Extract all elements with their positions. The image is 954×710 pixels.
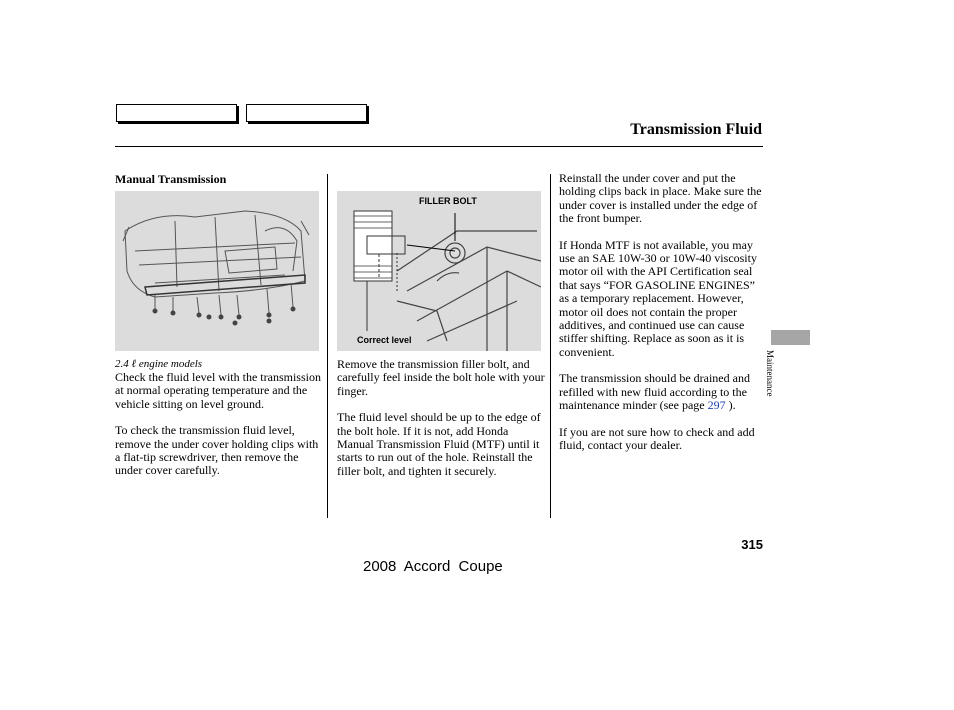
page-number: 315	[741, 537, 763, 552]
figure-caption: 2.4 ℓ engine models	[115, 358, 203, 370]
maintenance-tab[interactable]	[771, 330, 810, 345]
tab-label-text: Maintenance	[765, 350, 775, 397]
undercover-figure	[115, 191, 319, 351]
paragraph: To check the transmission fluid level, remove the under cover holding clips with a flat-tip screwdriver, then remove the under cover carefully.	[115, 423, 319, 478]
maintenance-text: The transmission should be drained and refilled with new fluid according to the maintenance minder (see page	[559, 371, 750, 413]
paragraph	[559, 372, 767, 412]
paragraph: Remove the transmission filler bolt, and carefully feel inside the bolt hole with your finger.	[337, 357, 545, 398]
page-reference-link[interactable]: 297	[707, 398, 726, 413]
paragraph: Check the fluid level with the transmission at normal operating temperature and the vehicle sitting on level ground.	[115, 370, 321, 411]
column-1-text	[115, 371, 325, 478]
nav-button-forward[interactable]	[246, 104, 367, 122]
page-title: Transmission Fluid	[630, 121, 762, 138]
paragraph: If you are not sure how to check and add fluid, contact your dealer.	[559, 424, 755, 452]
column-divider-1	[327, 174, 328, 518]
paragraph: Reinstall the under cover and put the holding clips back in place. Make sure the under cover is installed under the edge of the front bumper.	[559, 171, 762, 226]
column-divider-2	[550, 174, 551, 518]
title-rule	[115, 146, 763, 147]
paragraph: If Honda MTF is not available, you may use an SAE 10W-30 or 10W-40 viscosity motor oil with the API Certification seal that says “FOR GASOLINE ENGINES” as a temporary replacement. However, motor oil does not contain the proper additives, and continued use can cause stiffer shifting. Replace as soon as it is convenient.	[559, 237, 757, 359]
footer-text: 2008 Accord Coupe	[363, 558, 503, 575]
maintenance-tab-label	[765, 350, 782, 416]
filler-bolt-label: FILLER BOLT	[419, 196, 477, 206]
column-3-text	[559, 172, 767, 452]
maintenance-text-end: ).	[728, 398, 736, 413]
filler-bolt-diagram	[337, 191, 541, 351]
section-title: Manual Transmission	[115, 172, 227, 186]
undercover-diagram	[115, 191, 319, 351]
column-2-text	[337, 358, 547, 478]
paragraph: The fluid level should be up to the edge of the bolt hole. If it is not, add Honda Manual Transmission Fluid (MTF) until it starts to run out of the hole. Reinstall the filler bolt, and tighten it securely.	[337, 410, 541, 478]
nav-button-back[interactable]	[116, 104, 237, 122]
correct-level-label: Correct level	[357, 335, 412, 345]
filler-bolt-figure	[337, 191, 541, 351]
